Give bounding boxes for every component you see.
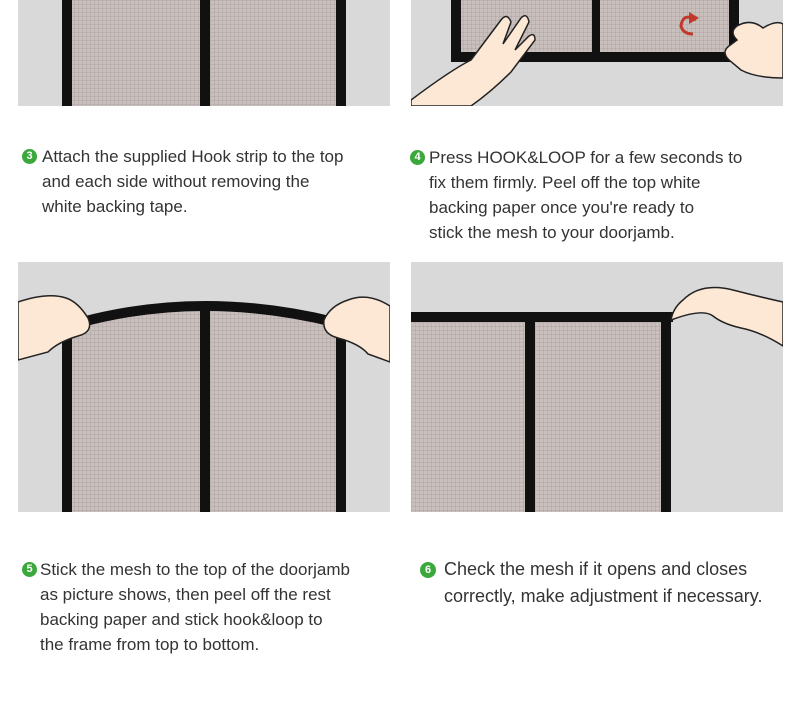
step-number-badge: 4 [410,150,425,165]
step-text: Attach the supplied Hook strip to the top and each side without removing the white backing tape. [42,147,344,216]
step-number-badge: 6 [420,562,436,578]
step-number-badge: 3 [22,149,37,164]
illustration-middle-right [411,262,783,512]
step-3 [22,144,397,219]
illustration-middle-left [18,262,390,512]
step-5 [22,557,402,657]
step-6 [420,556,795,610]
illustration-top-right [411,0,783,106]
mesh-door-illustration [18,0,390,106]
step-4 [410,145,790,245]
hands-pressing-illustration [411,0,783,106]
step-text: Check the mesh if it opens and closes correctly, make adjustment if necessary. [444,559,763,606]
arched-mesh-illustration [18,262,390,512]
step-number-badge: 5 [22,562,37,577]
step-text: Press HOOK&LOOP for a few seconds to fix them firmly. Peel off the top white backing paper once you're ready to stick the mesh to your doorjamb. [429,148,743,242]
step-text: Stick the mesh to the top of the doorjamb as picture shows, then peel off the rest backing paper and stick hook&loop to the frame from top to bottom. [40,560,350,654]
illustration-top-left [18,0,390,106]
mesh-top-frame-illustration [411,262,783,512]
